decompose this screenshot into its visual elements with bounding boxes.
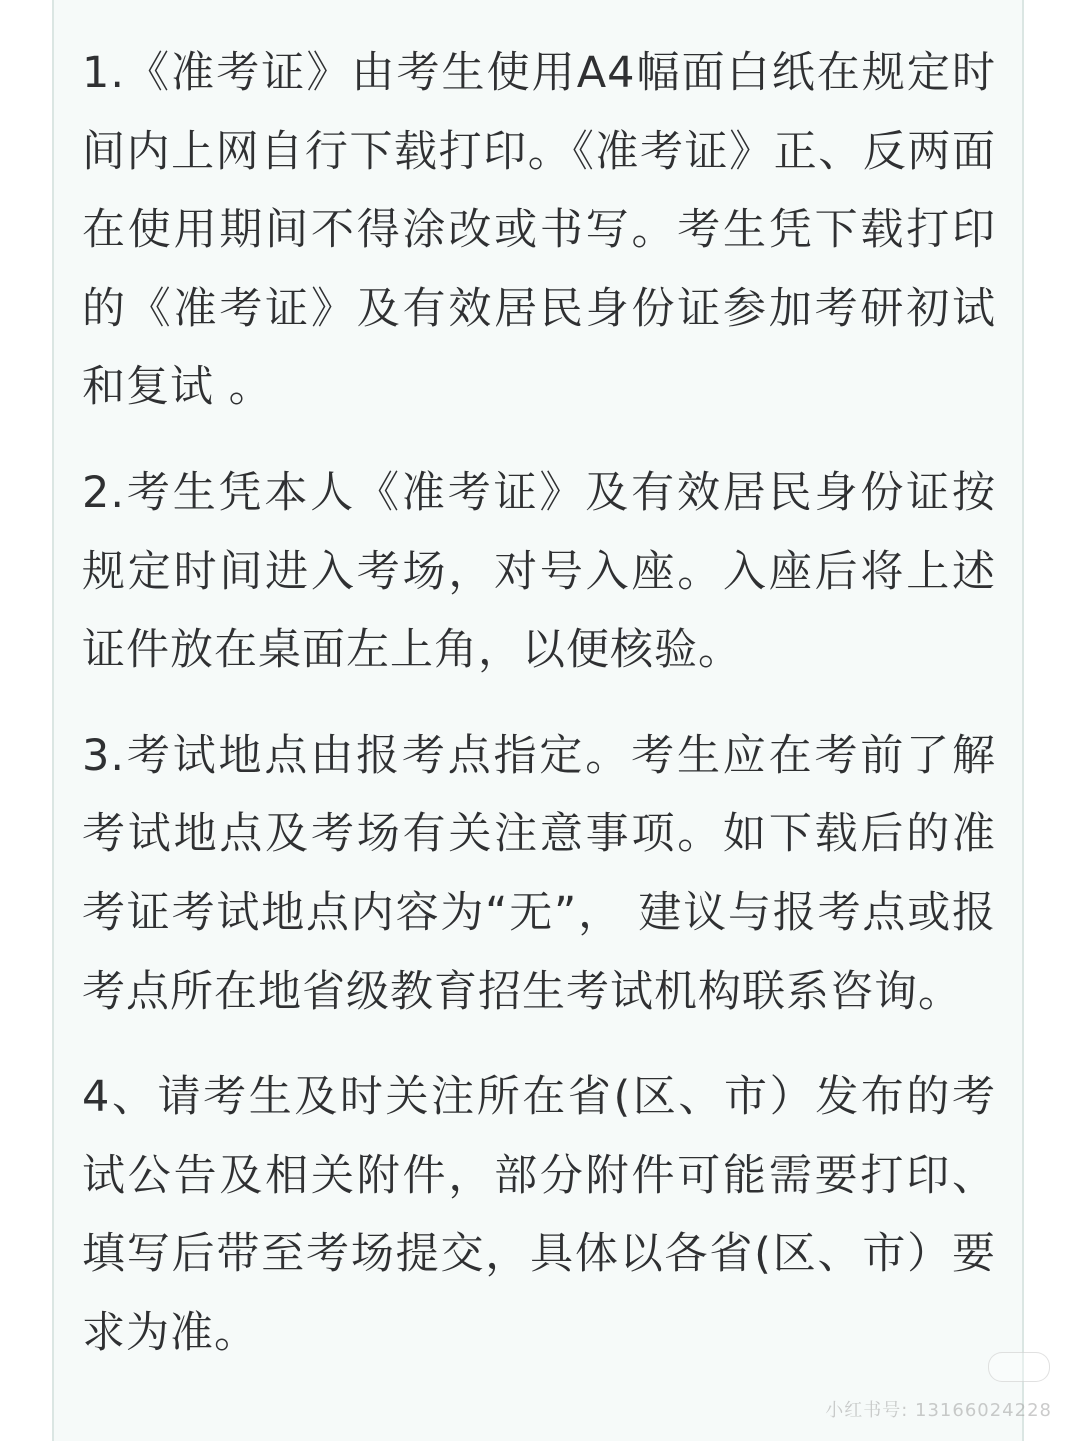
notice-text [82,34,996,1400]
watermark-text: 小红书号: 13166024228 [825,1400,1052,1421]
paragraph-2: 2.考生凭本人《准考证》及有效居民身份证按规定时间进入考场，对号入座。入座后将上述证件放在桌面左上角，以便核验。 [82,467,996,676]
paragraph-3: 3.考试地点由报考点指定。考生应在考前了解考试地点及考场有关注意事项。如下载后的准考证考试地点内容为“无”， 建议与报考点或报考点所在地省级教育招生考试机构联系咨询。 [82,730,996,1017]
paragraph-4: 4、请考生及时关注所在省(区、市）发布的考试公告及相关附件，部分附件可能需要打印、填写后带至考场提交，具体以各省(区、市）要求为准。 [82,1072,996,1358]
paragraph-1: 1.《准考证》由考生使用A4幅面白纸在规定时间内上网自行下载打印。《准考证》正、反两面在使用期间不得涂改或书写。考生凭下载打印的《准考证》及有效居民身份证参加考研初试和复试 。 [82,48,996,413]
watermark-logo [988,1352,1050,1382]
